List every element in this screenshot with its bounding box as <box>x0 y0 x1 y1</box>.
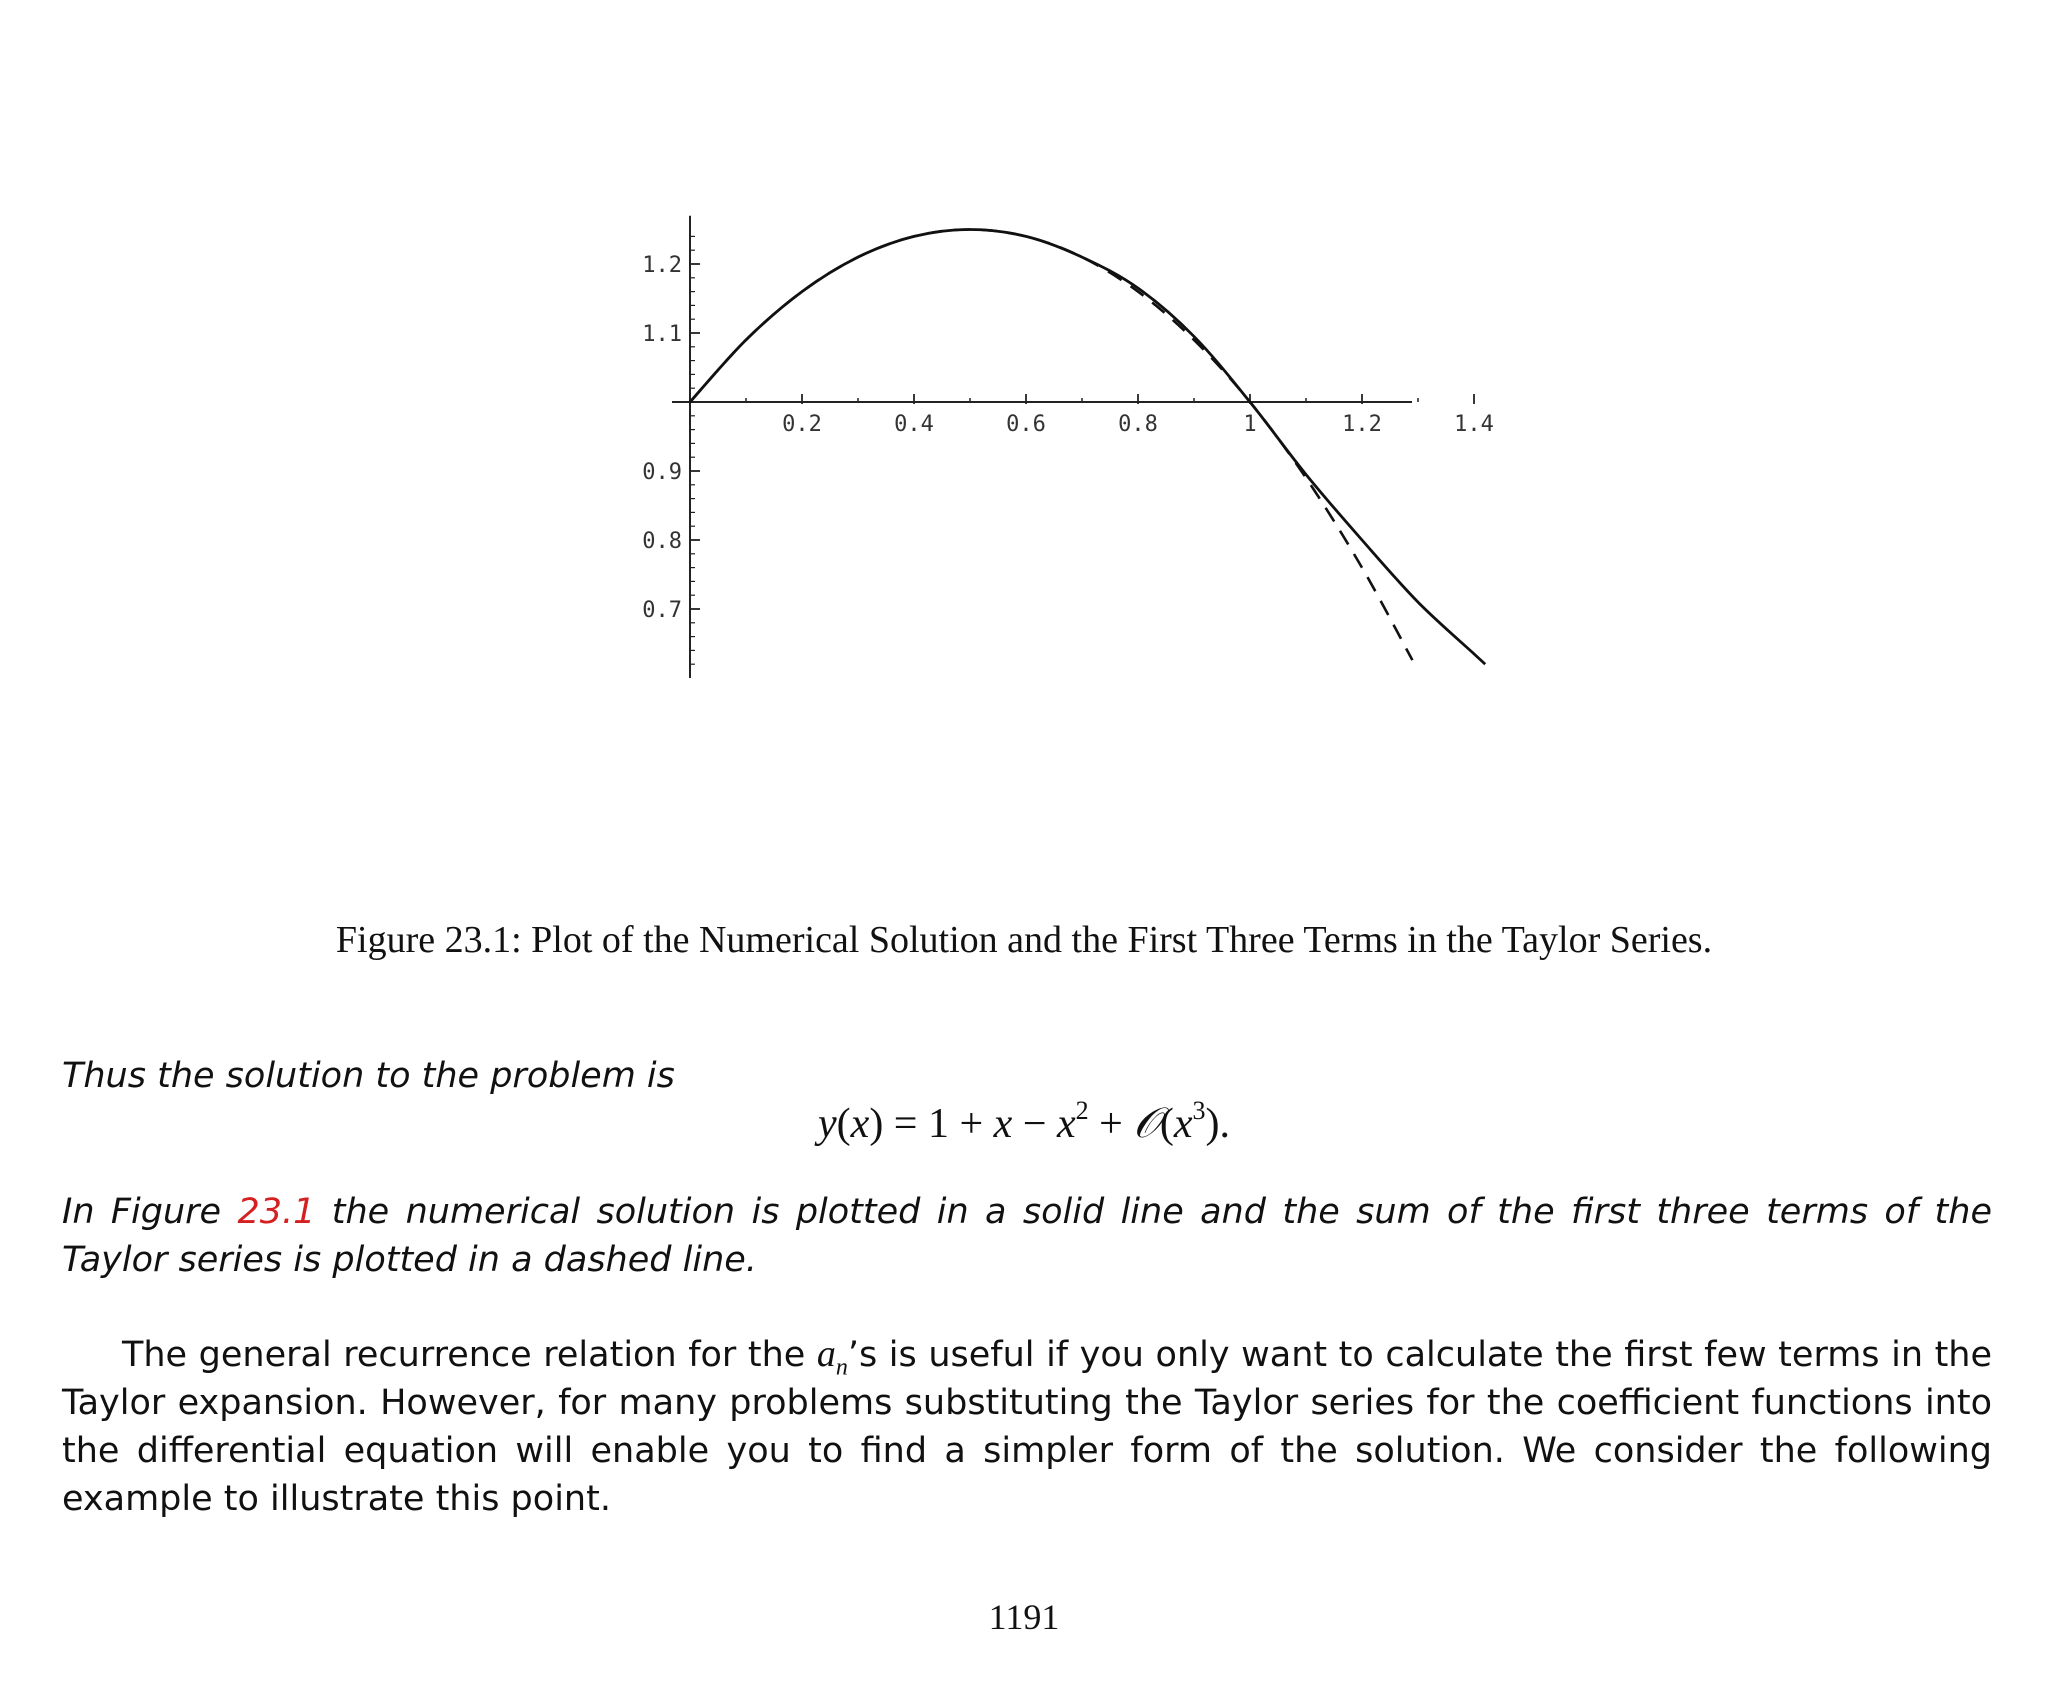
y-tick-label: 0.7 <box>642 598 682 623</box>
figure-reference-link[interactable]: 23.1 <box>237 1192 316 1232</box>
x-tick-label: 0.4 <box>894 412 934 437</box>
y-tick-label: 0.8 <box>642 529 682 554</box>
plot-axes <box>642 216 1494 678</box>
solution-equation: $y(x) = 1 + x - x^2$ + $𝒪(x^3)$. <box>818 1096 1230 1147</box>
x-tick-label: 1.4 <box>1454 412 1494 437</box>
solution-intro: Thus the solution to the problem is <box>62 1056 675 1096</box>
recurrence-paragraph: The general recurrence relation for the $a_n’s$ is useful if you only want to calculate the first few terms in the Taylor expansion. However, for many problems substituting the Taylor series for the coefficient functions into the differential equation will enable you to find a simpler form of the solution. We consider the following example to illustrate this point. <box>62 1333 1993 1519</box>
x-tick-label: 1.2 <box>1342 412 1382 437</box>
figure-caption: Figure 23.1: Plot of the Numerical Solution and the First Three Terms in the Taylor Series. <box>335 919 1713 961</box>
figure-description-paragraph: In Figure 23.1 the numerical solution is plotted in a solid line and the sum of the first three terms of the Taylor series is plotted in a dashed line. <box>62 1192 1992 1280</box>
y-tick-label: 1.1 <box>642 322 682 347</box>
x-tick-label: 0.2 <box>782 412 822 437</box>
x-tick-label: 0.8 <box>1118 412 1158 437</box>
plot-series <box>690 230 1485 665</box>
numerical-solution-solid-line <box>690 230 1485 665</box>
x-tick-label: 1 <box>1243 412 1257 437</box>
y-tick-label: 1.2 <box>642 253 682 278</box>
y-tick-label: 0.9 <box>642 460 682 485</box>
page-number: 1191 <box>988 1597 1060 1637</box>
x-tick-label: 0.6 <box>1006 412 1046 437</box>
figure-23-1-plot <box>0 0 2048 700</box>
